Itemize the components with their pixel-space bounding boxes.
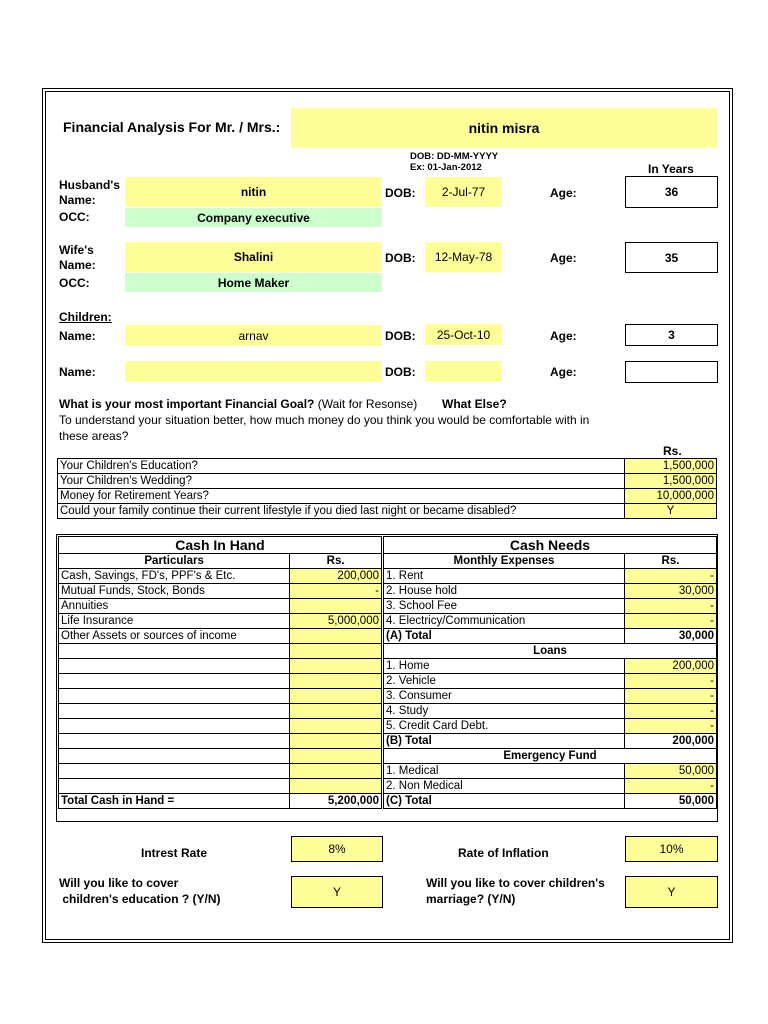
interest-rate-label: Intrest Rate <box>141 846 208 860</box>
emergency-label: 2. Non Medical <box>384 779 625 794</box>
cash-in-hand-particular: Life Insurance <box>59 614 290 629</box>
cash-in-hand-row <box>59 689 382 704</box>
cash-in-hand-particular <box>59 719 290 734</box>
total-c-value: 50,000 <box>624 794 716 809</box>
loan-row <box>384 674 717 689</box>
wife-name-field[interactable]: Shalini <box>125 242 382 272</box>
loan-value[interactable]: - <box>624 674 716 689</box>
education-cover-field[interactable]: Y <box>291 876 383 908</box>
child2-dob-field[interactable] <box>425 361 502 382</box>
cash-in-hand-amount[interactable] <box>290 779 382 794</box>
monthly-expense-value[interactable]: - <box>624 599 716 614</box>
cash-in-hand-amount[interactable] <box>290 704 382 719</box>
child1-name-label: Name: <box>59 329 96 343</box>
cash-in-hand-row <box>59 644 382 659</box>
cash-in-hand-row <box>59 659 382 674</box>
wife-label-line-1: Wife's <box>59 243 94 257</box>
loan-value[interactable]: - <box>624 704 716 719</box>
goal-question-line-2: these areas? <box>59 429 129 443</box>
monthly-expense-value[interactable]: - <box>624 614 716 629</box>
goal-row <box>58 489 717 504</box>
page-title: Financial Analysis For Mr. / Mrs.: <box>63 119 281 135</box>
monthly-expense-row <box>384 599 717 614</box>
cash-in-hand-row <box>59 779 382 794</box>
cash-in-hand-particular <box>59 749 290 764</box>
cash-in-hand-particular <box>59 704 290 719</box>
wife-dob-label: DOB: <box>385 251 416 265</box>
cash-in-hand-row <box>59 719 382 734</box>
loan-row <box>384 719 717 734</box>
cash-in-hand-title: Cash In Hand <box>59 537 382 554</box>
loan-label: 5. Credit Card Debt. <box>384 719 625 734</box>
cash-in-hand-amount[interactable]: 200,000 <box>290 569 382 584</box>
cash-in-hand-particular: Annuities <box>59 599 290 614</box>
cash-in-hand-amount[interactable] <box>290 659 382 674</box>
goal-question-main: What is your most important Financial Goal? <box>59 397 315 411</box>
emergency-value[interactable]: 50,000 <box>624 764 716 779</box>
cash-in-hand-amount[interactable] <box>290 719 382 734</box>
cash-in-hand-row <box>59 629 382 644</box>
husband-age-value: 36 <box>625 176 718 208</box>
goal-row <box>58 474 717 489</box>
loan-row <box>384 704 717 719</box>
cash-in-hand-total-value: 5,200,000 <box>290 794 382 809</box>
goal-value[interactable]: Y <box>625 504 717 519</box>
goals-rs-header: Rs. <box>663 444 682 458</box>
cash-in-hand-row <box>59 569 382 584</box>
interest-rate-field[interactable]: 8% <box>291 836 383 862</box>
cash-in-hand-row <box>59 734 382 749</box>
cash-in-hand-row <box>59 749 382 764</box>
monthly-expense-label: 3. School Fee <box>384 599 625 614</box>
husband-age-label: Age: <box>550 186 577 200</box>
dob-hint-line-1: DOB: DD-MM-YYYY <box>410 151 499 162</box>
wife-occ-label: OCC: <box>59 276 90 290</box>
monthly-expense-value[interactable]: - <box>624 569 716 584</box>
husband-name-field[interactable]: nitin <box>125 177 382 207</box>
total-b-label: (B) Total <box>384 734 625 749</box>
wife-age-value: 35 <box>625 242 718 273</box>
child1-age-value: 3 <box>625 324 718 346</box>
cash-in-hand-table <box>58 536 382 809</box>
goal-question <box>59 397 417 411</box>
wife-age-label: Age: <box>550 251 577 265</box>
emergency-label: 1. Medical <box>384 764 625 779</box>
cash-in-hand-amount[interactable] <box>290 599 382 614</box>
child2-age-label: Age: <box>550 365 577 379</box>
in-years-label: In Years <box>648 162 694 176</box>
education-question-line-1: Will you like to cover <box>59 876 179 890</box>
client-name-field[interactable]: nitin misra <box>291 108 717 148</box>
goal-value[interactable]: 10,000,000 <box>625 489 717 504</box>
total-b-row <box>384 734 717 749</box>
cash-in-hand-row <box>59 599 382 614</box>
child2-age-value <box>625 361 718 383</box>
marriage-question <box>426 875 605 907</box>
cash-in-hand-particular <box>59 644 290 659</box>
loan-value[interactable]: - <box>624 719 716 734</box>
cash-in-hand-amount[interactable] <box>290 734 382 749</box>
cash-in-hand-particular: Mutual Funds, Stock, Bonds <box>59 584 290 599</box>
goal-question-wait: (Wait for Resonse) <box>317 397 418 411</box>
cash-needs-col-rs: Rs. <box>624 554 716 569</box>
dob-format-hint <box>410 151 498 173</box>
child1-age-label: Age: <box>550 329 577 343</box>
husband-label-line-2: Name: <box>59 193 96 207</box>
goal-row <box>58 504 717 519</box>
loan-value[interactable]: - <box>624 689 716 704</box>
cash-in-hand-amount[interactable] <box>290 689 382 704</box>
cash-in-hand-amount[interactable]: 5,000,000 <box>290 614 382 629</box>
cash-in-hand-particular <box>59 689 290 704</box>
goal-label: Money for Retirement Years? <box>58 489 625 504</box>
loan-row <box>384 689 717 704</box>
child2-name-field[interactable] <box>125 361 382 382</box>
child2-name-label: Name: <box>59 365 96 379</box>
wife-name-label <box>59 243 96 273</box>
husband-label-line-1: Husband's <box>59 178 120 192</box>
cash-in-hand-particular <box>59 674 290 689</box>
cash-in-hand-amount[interactable] <box>290 674 382 689</box>
goal-question-line-1: To understand your situation better, how much money do you think you would be comfortable with in <box>59 413 590 427</box>
goal-value[interactable]: 1,500,000 <box>625 474 717 489</box>
loan-value[interactable]: 200,000 <box>624 659 716 674</box>
wife-occ-field[interactable]: Home Maker <box>125 273 382 292</box>
goal-label: Could your family continue their current lifestyle if you died last night or became disabled? <box>58 504 625 519</box>
cash-in-hand-row <box>59 764 382 779</box>
goal-row <box>58 459 717 474</box>
loan-row <box>384 659 717 674</box>
total-a-value: 30,000 <box>624 629 716 644</box>
monthly-expense-row <box>384 584 717 599</box>
cash-in-hand-col-rs: Rs. <box>290 554 382 569</box>
cash-in-hand-amount[interactable] <box>290 764 382 779</box>
husband-occ-field[interactable]: Company executive <box>125 208 382 227</box>
cash-needs-table <box>383 536 717 809</box>
child2-dob-label: DOB: <box>385 365 416 379</box>
cash-in-hand-row <box>59 614 382 629</box>
emergency-heading <box>384 749 717 764</box>
cash-in-hand-particular <box>59 764 290 779</box>
loans-heading <box>384 644 717 659</box>
cash-needs-col-monthly: Monthly Expenses <box>384 554 625 569</box>
monthly-expense-row <box>384 614 717 629</box>
emergency-row <box>384 779 717 794</box>
loan-label: 4. Study <box>384 704 625 719</box>
cash-in-hand-col-particulars: Particulars <box>59 554 290 569</box>
education-question <box>59 875 221 907</box>
husband-dob-label: DOB: <box>385 186 416 200</box>
wife-label-line-2: Name: <box>59 258 96 272</box>
monthly-expense-label: 4. Electricy/Communication <box>384 614 625 629</box>
children-heading: Children: <box>59 310 112 324</box>
emergency-row <box>384 764 717 779</box>
cash-in-hand-particular: Other Assets or sources of income <box>59 629 290 644</box>
total-c-row <box>384 794 717 809</box>
cash-in-hand-particular <box>59 779 290 794</box>
dob-hint-line-2: Ex: 01-Jan-2012 <box>410 162 482 173</box>
total-c-label: (C) Total <box>384 794 625 809</box>
cash-in-hand-amount[interactable] <box>290 644 382 659</box>
goal-label: Your Children's Education? <box>58 459 625 474</box>
goal-label: Your Children's Wedding? <box>58 474 625 489</box>
marriage-question-line-2: marriage? (Y/N) <box>426 892 516 906</box>
child1-dob-field[interactable]: 25-Oct-10 <box>425 324 502 345</box>
emergency-heading-title: Emergency Fund <box>384 749 717 764</box>
inflation-rate-field[interactable]: 10% <box>625 836 718 862</box>
loan-label: 3. Consumer <box>384 689 625 704</box>
cash-in-hand-particular: Cash, Savings, FD's, PPF's & Etc. <box>59 569 290 584</box>
cash-in-hand-total-label: Total Cash in Hand = <box>59 794 290 809</box>
loan-label: 2. Vehicle <box>384 674 625 689</box>
total-a-label: (A) Total <box>384 629 625 644</box>
cash-in-hand-row <box>59 584 382 599</box>
monthly-expense-label: 2. House hold <box>384 584 625 599</box>
marriage-cover-field[interactable]: Y <box>625 876 718 908</box>
marriage-question-line-1: Will you like to cover children's <box>426 876 605 890</box>
monthly-expense-value[interactable]: 30,000 <box>624 584 716 599</box>
husband-name-label <box>59 178 120 208</box>
total-a-row <box>384 629 717 644</box>
monthly-expense-label: 1. Rent <box>384 569 625 584</box>
cash-in-hand-amount[interactable] <box>290 749 382 764</box>
cash-in-hand-amount[interactable]: - <box>290 584 382 599</box>
emergency-value[interactable]: - <box>624 779 716 794</box>
total-b-value: 200,000 <box>624 734 716 749</box>
child1-name-field[interactable]: arnav <box>125 325 382 346</box>
loan-label: 1. Home <box>384 659 625 674</box>
husband-occ-label: OCC: <box>59 210 90 224</box>
inflation-rate-label: Rate of Inflation <box>458 846 549 860</box>
cash-needs-title: Cash Needs <box>384 537 717 554</box>
cash-in-hand-particular <box>59 734 290 749</box>
education-question-line-2: children's education ? (Y/N) <box>59 892 221 906</box>
cash-in-hand-amount[interactable] <box>290 629 382 644</box>
goal-value[interactable]: 1,500,000 <box>625 459 717 474</box>
cash-in-hand-particular <box>59 659 290 674</box>
loans-heading-title: Loans <box>384 644 717 659</box>
child1-dob-label: DOB: <box>385 329 416 343</box>
cash-in-hand-row <box>59 674 382 689</box>
husband-dob-field[interactable]: 2-Jul-77 <box>425 177 502 207</box>
wife-dob-field[interactable]: 12-May-78 <box>425 242 502 272</box>
cash-in-hand-row <box>59 704 382 719</box>
goals-table <box>57 458 717 519</box>
monthly-expense-row <box>384 569 717 584</box>
what-else-label: What Else? <box>442 397 507 411</box>
